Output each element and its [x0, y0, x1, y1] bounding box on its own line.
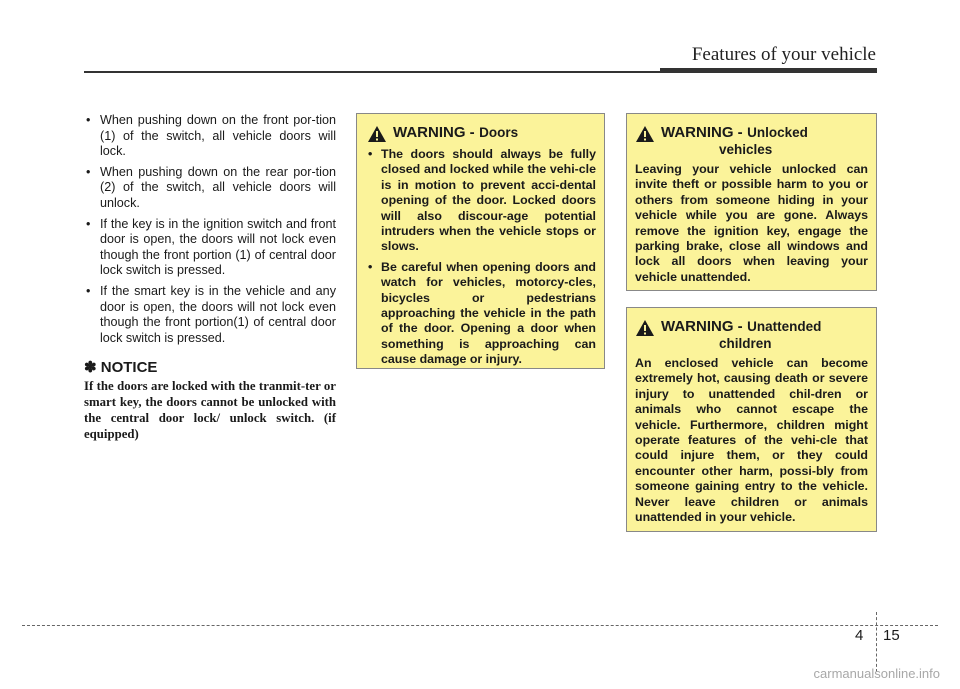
- instruction-list: [84, 113, 336, 346]
- warning-triangle-icon: [635, 319, 655, 337]
- left-column: [84, 113, 336, 442]
- warning-subject: Unlocked: [747, 125, 808, 140]
- warning-subject-cont: vehicles: [719, 142, 773, 157]
- warning-label: WARNING -: [661, 124, 743, 141]
- warning-box-doors: [356, 113, 605, 369]
- warning-box-unattended-children: [626, 307, 877, 532]
- watermark: carmanualsonline.info: [813, 666, 940, 681]
- notice-title: NOTICE: [100, 359, 158, 377]
- footer-rule: [22, 625, 938, 626]
- list-item: • The doors should always be fully closed and locked while the vehi-cle is in motion to prevent acci-dental opening of the door. Locked doors will also discour-age potential intruders when the vehicle stops or slows.: [367, 147, 596, 255]
- warning-subject: Doors: [479, 125, 519, 140]
- notice-body: If the doors are locked with the tranmit-ter or smart key, the doors cannot be unlocked with the central door lock/ unlock switch. (if equipped): [84, 378, 336, 441]
- page-header-title: Features of your vehicle: [691, 44, 876, 65]
- list-item: • When pushing down on the front por-tion (1) of the switch, all vehicle doors will lock.: [84, 113, 336, 160]
- warning-label: WARNING -: [661, 318, 743, 335]
- list-item: • If the key is in the ignition switch and front door is open, the doors will not lock even though the front portion (1) of central door lock switch is pressed.: [84, 217, 336, 279]
- chapter-number: 4: [855, 627, 864, 644]
- notice-icon: ✽: [84, 359, 97, 377]
- page-number: 15: [883, 627, 900, 644]
- warning-text: Leaving your vehicle unlocked can invite theft or possible harm to you or others from someone hiding in your vehicle while you are gone. Always remove the ignition key, engage the parking brake, close all windows and lock all doors when leaving your vehicle unattended.: [635, 162, 868, 284]
- warning-triangle-icon: [367, 125, 387, 143]
- header-rule-accent: [660, 68, 877, 73]
- warning-triangle-icon: [635, 125, 655, 143]
- warning-text: An enclosed vehicle can become extremely hot, causing death or severe injury to unattended chil-dren or animals who cannot escape the vehicle. Furthermore, children might operate features of the vehi-cle that could injure them, or they could encounter other harm, possi-bly from someone gaining entry to the vehicle. Never leave children or animals unattended in your vehicle.: [635, 356, 868, 525]
- warning-subject-cont: children: [719, 336, 772, 351]
- footer-divider: [876, 612, 877, 672]
- notice-heading: [84, 360, 336, 376]
- warning-subject: Unattended: [747, 319, 822, 334]
- warning-list: [367, 147, 596, 368]
- list-item: • When pushing down on the rear por-tion (2) of the switch, all vehicle doors will unlock.: [84, 165, 336, 212]
- warning-label: WARNING -: [393, 124, 475, 141]
- list-item: • Be careful when opening doors and watch for vehicles, motorcy-cles, bicycles or pedestrians approaching the vehicle in the path of the door. Opening a door when something is approaching can cause damage or injury.: [367, 260, 596, 368]
- warning-box-unlocked-vehicles: [626, 113, 877, 291]
- list-item: • If the smart key is in the vehicle and any door is open, the doors will not lock even though the front portion(1) of central door lock switch is pressed.: [84, 284, 336, 346]
- header-rule: [84, 71, 664, 73]
